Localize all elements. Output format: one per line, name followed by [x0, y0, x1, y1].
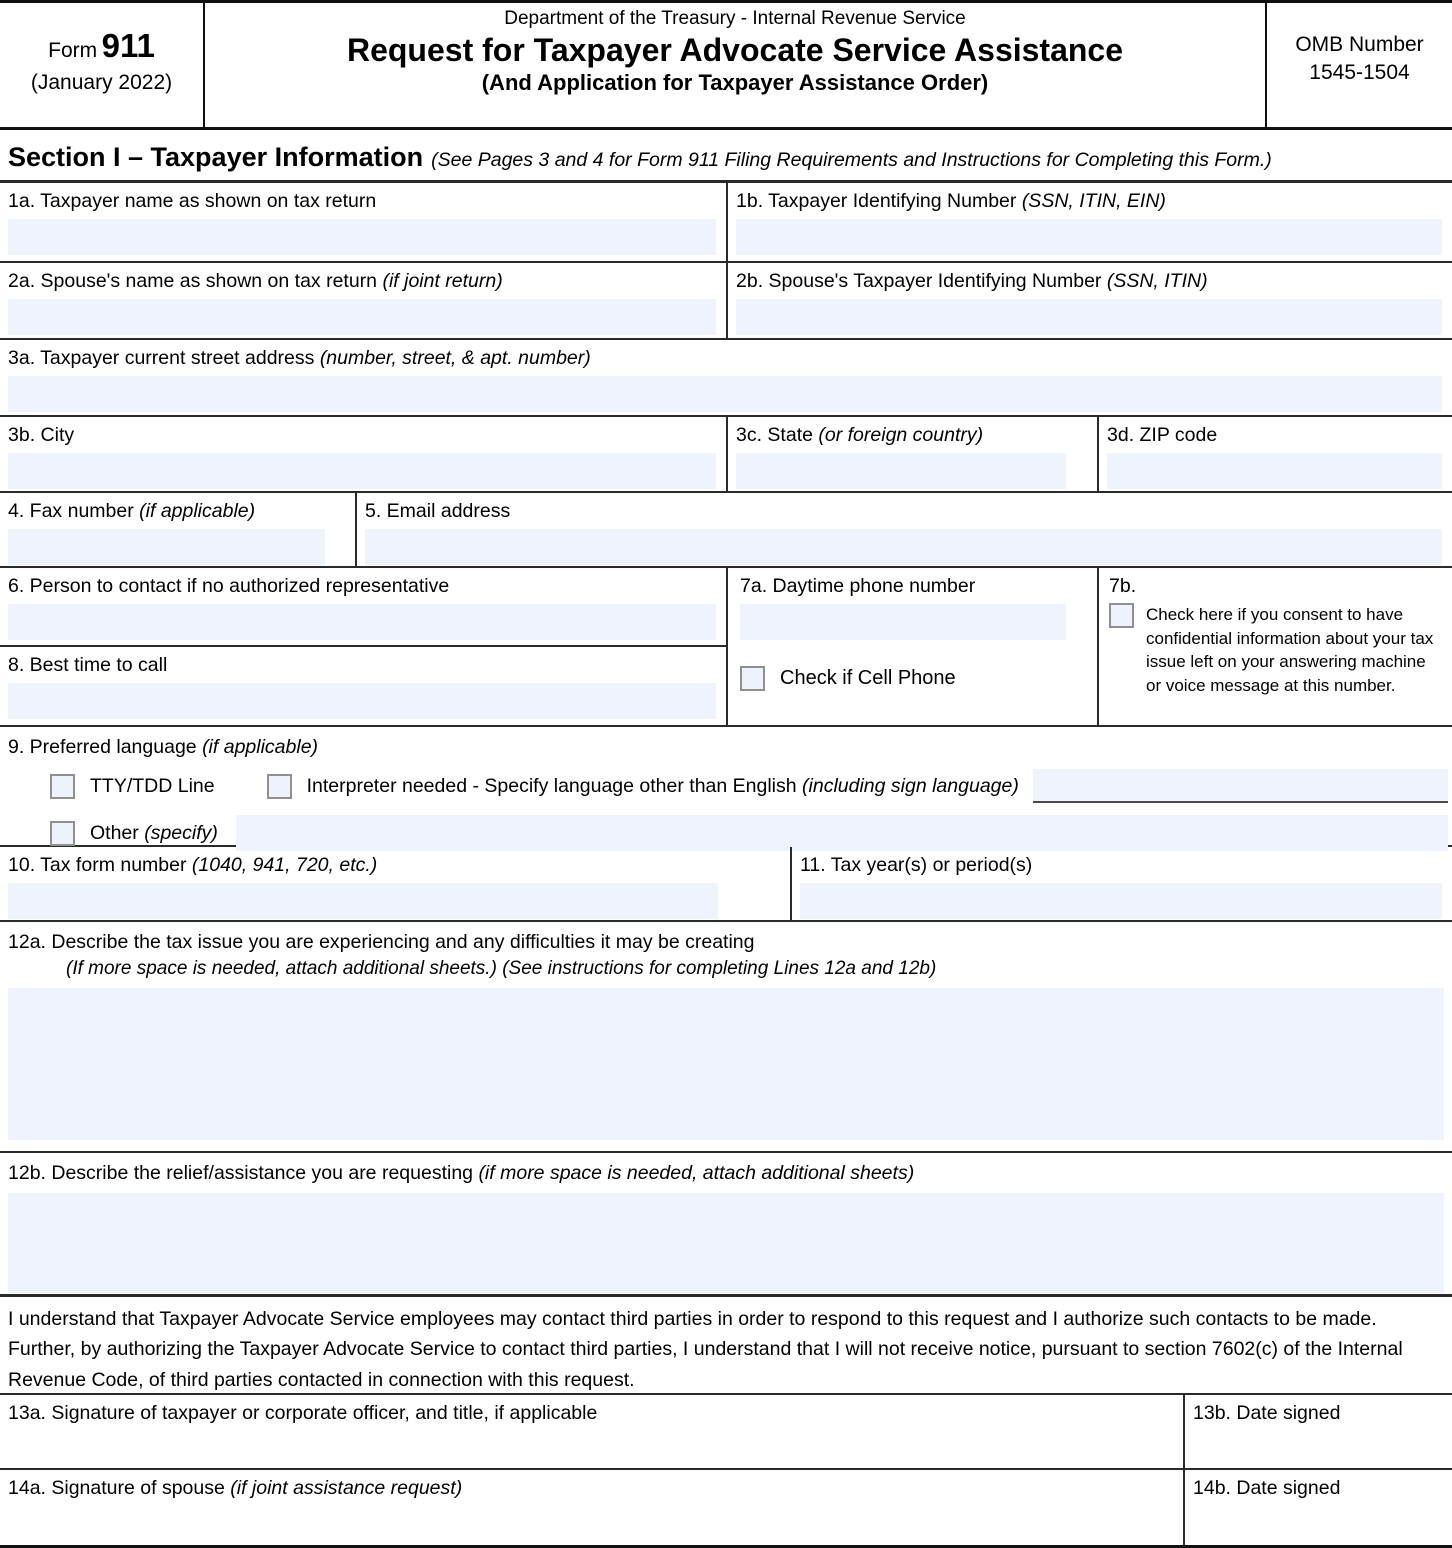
field-8-label: 8. Best time to call — [8, 654, 168, 676]
tax-issue-description-input[interactable] — [8, 988, 1444, 1140]
field-6-label: 6. Person to contact if no authorized representative — [8, 575, 450, 597]
fax-number-input[interactable] — [8, 529, 325, 565]
row-13 — [0, 1395, 1452, 1470]
field-9-label: 9. Preferred language (if applicable) — [8, 736, 319, 758]
tax-years-input[interactable] — [800, 883, 1442, 919]
row-678 — [0, 568, 1452, 727]
form-title-block — [205, 3, 1265, 127]
field-1a-label: 1a. Taxpayer name as shown on tax return — [8, 190, 377, 212]
other-language-input[interactable] — [236, 815, 1448, 851]
cell-14a — [0, 1470, 1183, 1545]
row-3a — [0, 340, 1452, 417]
email-address-input[interactable] — [365, 529, 1442, 565]
cell-1a — [0, 183, 726, 261]
section-1-title: Section I – Taxpayer Information — [8, 142, 424, 172]
language-options-line-1 — [50, 769, 1448, 803]
form-title: Request for Taxpayer Advocate Service Assistance — [346, 32, 1124, 68]
best-time-input[interactable] — [8, 683, 716, 719]
cell-14b — [1183, 1470, 1452, 1545]
omb-number: 1545-1504 — [1309, 61, 1410, 85]
row-2 — [0, 263, 1452, 340]
cell-3b — [0, 417, 726, 491]
cell-8 — [0, 647, 726, 725]
field-10-label: 10. Tax form number (1040, 941, 720, etc.) — [8, 854, 378, 876]
field-4-label: 4. Fax number (if applicable) — [8, 500, 256, 522]
cell-6 — [0, 568, 726, 647]
col-6-8 — [0, 568, 726, 725]
voicemail-consent-checkbox[interactable] — [1109, 603, 1134, 628]
cell-1b — [726, 183, 1452, 261]
interpreter-checkbox[interactable] — [267, 774, 292, 799]
cell-10 — [0, 847, 790, 920]
zip-code-input[interactable] — [1107, 453, 1442, 489]
spouse-name-input[interactable] — [8, 299, 716, 335]
field-3b-label: 3b. City — [8, 424, 75, 446]
field-13a-label: 13a. Signature of taxpayer or corporate officer, and title, if applicable — [8, 1402, 598, 1424]
tty-tdd-checkbox[interactable] — [50, 774, 75, 799]
row-14 — [0, 1470, 1452, 1548]
cell-2b — [726, 263, 1452, 338]
other-language-label: Other (specify) — [90, 821, 218, 844]
field-12b-label: 12b. Describe the relief/assistance you are requesting (if more space is needed, attach additional sheets) — [8, 1162, 915, 1184]
language-options-line-2 — [50, 815, 1448, 851]
interpreter-label: Interpreter needed - Specify language other than English (including sign language) — [306, 774, 1019, 797]
cell-13b — [1183, 1395, 1452, 1468]
cell-phone-label: Check if Cell Phone — [780, 667, 956, 690]
field-1b-label: 1b. Taxpayer Identifying Number (SSN, ITIN, EIN) — [736, 190, 1166, 212]
field-5-label: 5. Email address — [365, 500, 511, 522]
field-14a-label: 14a. Signature of spouse (if joint assistance request) — [8, 1477, 463, 1499]
cell-7a — [726, 568, 1097, 725]
cell-4 — [0, 493, 355, 566]
field-2a-label: 2a. Spouse's name as shown on tax return (if joint return) — [8, 270, 503, 292]
cell-13a — [0, 1395, 1183, 1468]
tty-tdd-label: TTY/TDD Line — [90, 774, 215, 797]
cell-phone-checkbox[interactable] — [740, 666, 765, 691]
form-word: Form — [48, 39, 98, 62]
cell-7b — [1097, 568, 1452, 725]
other-language-checkbox[interactable] — [50, 821, 75, 846]
cell-2a — [0, 263, 726, 338]
row-45 — [0, 493, 1452, 568]
voicemail-consent-row — [1109, 603, 1444, 697]
section-1-note: (See Pages 3 and 4 for Form 911 Filing Requirements and Instructions for Completing this Form.) — [431, 149, 1272, 171]
row-12b — [0, 1153, 1452, 1297]
form-number-block — [0, 3, 205, 127]
row-9 — [0, 727, 1452, 847]
agency-name: Department of the Treasury - Internal Revenue Service — [504, 8, 966, 29]
field-12a-label: 12a. Describe the tax issue you are experiencing and any difficulties it may be creating — [8, 931, 755, 953]
relief-requested-input[interactable] — [8, 1193, 1444, 1293]
form-number: 911 — [101, 27, 155, 64]
form-number-line — [0, 27, 203, 65]
state-input[interactable] — [736, 453, 1066, 489]
city-input[interactable] — [8, 453, 716, 489]
cell-3a — [0, 340, 1452, 415]
omb-label: OMB Number — [1295, 33, 1424, 56]
cell-5 — [355, 493, 1452, 566]
field-7a-label: 7a. Daytime phone number — [740, 575, 976, 597]
spouse-tin-input[interactable] — [736, 299, 1442, 335]
cell-3d — [1097, 417, 1452, 491]
row-1 — [0, 183, 1452, 263]
interpreter-language-input[interactable] — [1033, 769, 1448, 803]
contact-person-input[interactable] — [8, 604, 716, 640]
street-address-input[interactable] — [8, 376, 1442, 412]
row-3bcd — [0, 417, 1452, 493]
daytime-phone-input[interactable] — [740, 604, 1066, 640]
form-subtitle: (And Application for Taxpayer Assistance Order) — [481, 70, 989, 95]
cell-phone-checkbox-row — [740, 666, 1087, 691]
row-1011 — [0, 847, 1452, 922]
field-2b-label: 2b. Spouse's Taxpayer Identifying Number (SSN, ITIN) — [736, 270, 1208, 292]
third-party-consent-text: I understand that Taxpayer Advocate Service employees may contact third parties in order to respond to this request and I authorize such contacts to be made. Further, by authorizing the Taxpayer Advocate Service to contact third parties, I understand that I will not receive notice, pursuant to section 7602(c) of the Internal Revenue Code, of third parties contacted in connection with this request. — [0, 1297, 1452, 1395]
cell-11 — [790, 847, 1452, 920]
section-1-header — [0, 130, 1452, 183]
omb-block — [1265, 3, 1452, 127]
field-14b-label: 14b. Date signed — [1193, 1477, 1341, 1499]
field-3c-label: 3c. State (or foreign country) — [736, 424, 984, 446]
field-3a-label: 3a. Taxpayer current street address (number, street, & apt. number) — [8, 347, 591, 369]
voicemail-consent-text: Check here if you consent to have confidential information about your tax issue left on your answering machine or voice message at this number. — [1146, 605, 1434, 695]
form-revision-date: (January 2022) — [30, 71, 173, 94]
row-12a — [0, 922, 1452, 1153]
taxpayer-name-input[interactable] — [8, 219, 716, 255]
field-12a-hint: (If more space is needed, attach additional sheets.) (See instructions for completing Lines 12a and 12b) — [66, 958, 937, 980]
field-11-label: 11. Tax year(s) or period(s) — [800, 854, 1033, 876]
form-header — [0, 3, 1452, 130]
tax-form-number-input[interactable] — [8, 883, 718, 919]
field-3d-label: 3d. ZIP code — [1107, 424, 1218, 446]
field-7b-label: 7b. — [1109, 575, 1137, 597]
field-13b-label: 13b. Date signed — [1193, 1402, 1341, 1424]
taxpayer-tin-input[interactable] — [736, 219, 1442, 255]
cell-3c — [726, 417, 1097, 491]
